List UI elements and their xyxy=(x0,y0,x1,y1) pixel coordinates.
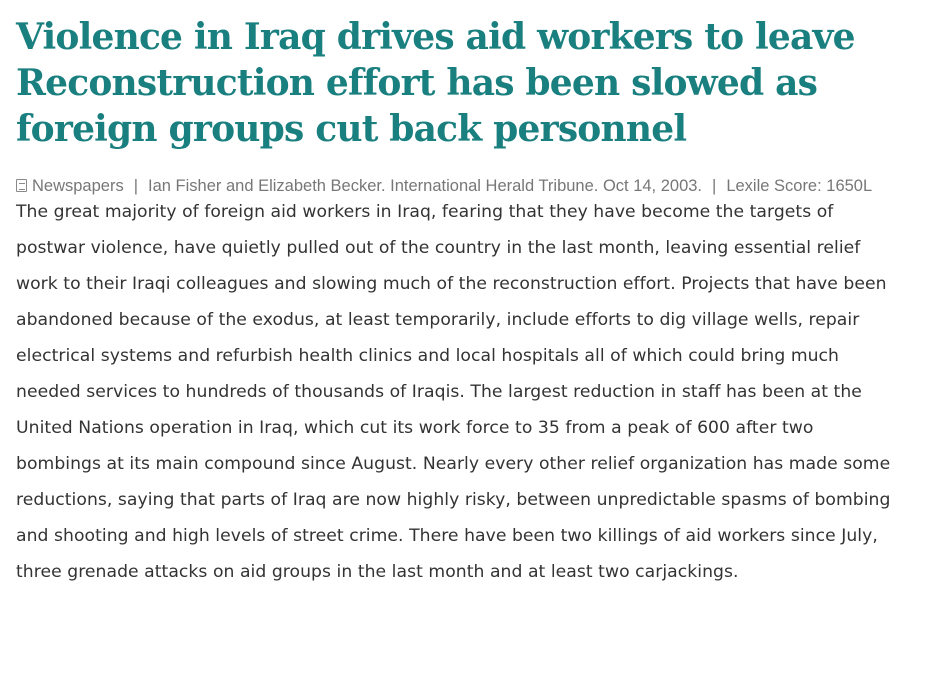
meta-lexile-score: Lexile Score: 1650L xyxy=(726,177,873,195)
article-title-line-2: Reconstruction effort has been slowed as xyxy=(16,62,818,104)
meta-category: Newspapers xyxy=(32,177,124,195)
meta-separator: | xyxy=(712,177,717,195)
article-body xyxy=(16,194,901,590)
article-title-line-3: foreign groups cut back personnel xyxy=(16,108,687,150)
article-title xyxy=(16,0,916,152)
article-body-paragraph: The great majority of foreign aid workers in Iraq, fearing that they have become the targets of postwar violence, have quietly pulled out of the country in the last month, leaving essential relief work to their Iraqi colleagues and slowing much of the reconstruction effort. Projects that have been abandoned because of the exodus, at least temporarily, include efforts to dig village wells, repair electrical systems and refurbish health clinics and local hospitals all of which could bring much needed services to hundreds of thousands of Iraqis. The largest reduction in staff has been at the United Nations operation in Iraq, which cut its work force to 35 from a peak of 600 after two bombings at its main compound since August. Nearly every other relief organization has made some reductions, saying that parts of Iraq are now highly risky, between unpredictable spasms of bombing and shooting and high levels of street crime. There have been two killings of aid workers since July, three grenade attacks on aid groups in the last month and at least two carjackings. xyxy=(16,202,891,582)
article-title-line-1: Violence in Iraq drives aid workers to leave xyxy=(16,16,855,58)
article xyxy=(16,0,916,590)
meta-source: Ian Fisher and Elizabeth Becker. International Herald Tribune. Oct 14, 2003. xyxy=(148,177,703,195)
meta-separator: | xyxy=(133,177,139,195)
document-icon xyxy=(16,179,27,192)
